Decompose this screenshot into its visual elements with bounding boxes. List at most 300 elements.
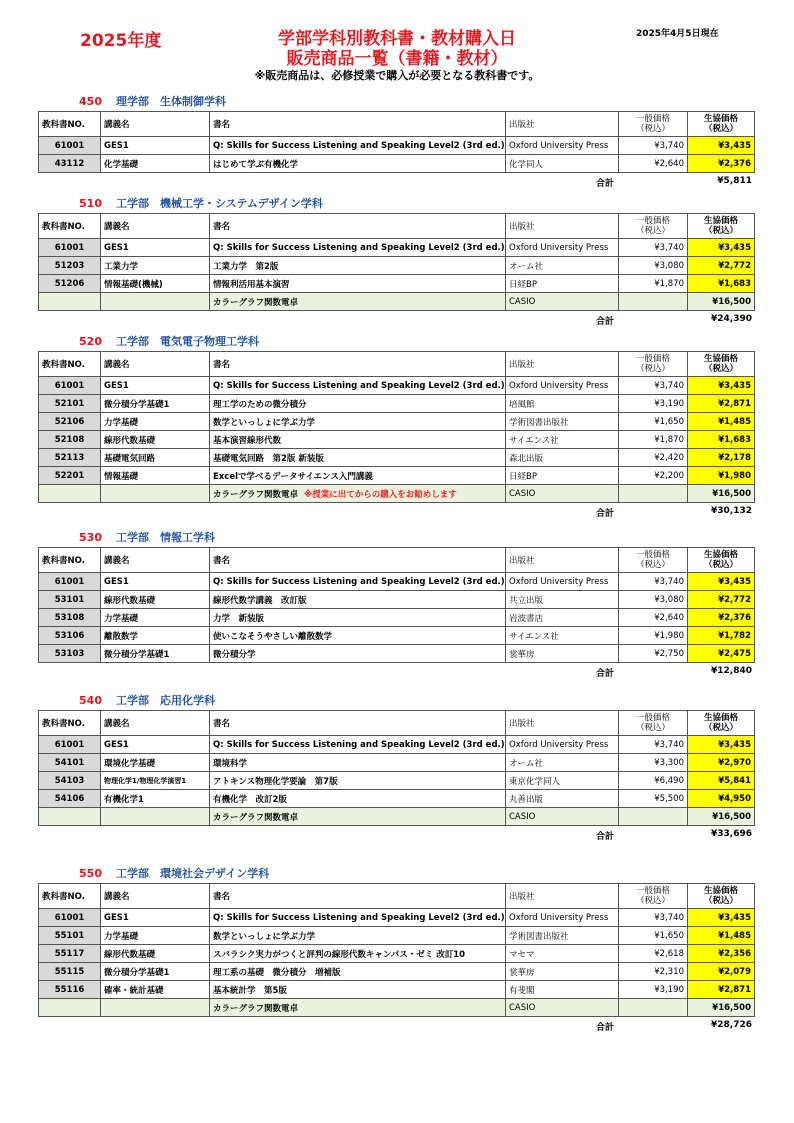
book-title-cell <box>210 155 506 173</box>
col-general-price-l2: （税込） <box>635 723 670 733</box>
col-course: 講義名 <box>101 352 210 377</box>
section-530 <box>38 529 754 679</box>
table-row <box>39 573 755 591</box>
col-code: 教科書NO. <box>39 352 101 377</box>
book-title: Q: Skills for Success Listening and Speaking Level2 (3rd ed.) <box>213 739 505 750</box>
general-price: ¥2,618 <box>619 945 688 963</box>
table-row <box>39 981 755 999</box>
col-code: 教科書NO. <box>39 112 101 137</box>
coop-price: ¥3,435 <box>688 909 755 927</box>
general-price: ¥3,190 <box>619 981 688 999</box>
general-price: ¥3,740 <box>619 909 688 927</box>
col-general-price <box>619 352 688 377</box>
textbook-number: 61001 <box>39 736 101 754</box>
table-row <box>39 945 755 963</box>
general-price <box>619 485 688 503</box>
book-title-cell <box>210 395 506 413</box>
general-price: ¥2,750 <box>619 645 688 663</box>
publisher: 共立出版 <box>506 591 619 609</box>
col-publisher: 出版社 <box>506 352 619 377</box>
book-title: Q: Skills for Success Listening and Speaking Level2 (3rd ed.) <box>213 576 505 587</box>
course-name: 情報基礎(機械) <box>101 275 210 293</box>
book-title: 工業力学 第2版 <box>213 261 279 272</box>
book-title: カラーグラフ関数電卓 <box>213 297 299 308</box>
col-course: 講義名 <box>101 548 210 573</box>
coop-price: ¥3,435 <box>688 573 755 591</box>
col-coop-price-l1: 生協価格 <box>703 114 738 124</box>
general-price: ¥3,740 <box>619 736 688 754</box>
book-title-cell <box>210 790 506 808</box>
general-price: ¥3,740 <box>619 239 688 257</box>
section-code: 510 <box>79 197 102 210</box>
col-coop-price-l1: 生協価格 <box>703 354 738 364</box>
course-name: 基礎電気回路 <box>101 449 210 467</box>
book-title: 環境科学 <box>213 758 248 769</box>
section-title <box>38 93 754 111</box>
book-title: Q: Skills for Success Listening and Speaking Level2 (3rd ed.) <box>213 380 505 391</box>
book-title-cell <box>210 808 506 826</box>
publisher: サイエンス社 <box>506 627 619 645</box>
col-publisher: 出版社 <box>506 711 619 736</box>
col-general-price-l2: （税込） <box>635 226 670 236</box>
course-name: 離散数学 <box>101 627 210 645</box>
coop-price: ¥2,376 <box>688 609 755 627</box>
section-total <box>38 173 754 189</box>
book-title-cell <box>210 449 506 467</box>
total-label: 合計 <box>596 1023 615 1033</box>
coop-price: ¥1,782 <box>688 627 755 645</box>
table-row <box>39 772 755 790</box>
course-name <box>101 808 210 826</box>
textbook-table <box>38 213 755 311</box>
general-price <box>619 999 688 1017</box>
book-title: 理工系の基礎 微分積分 増補版 <box>213 967 341 978</box>
section-name: 工学部 電気電子物理工学科 <box>116 335 259 348</box>
book-title: 理工学のための微分積分 <box>213 399 307 410</box>
table-row <box>39 609 755 627</box>
book-title: カラーグラフ関数電卓 <box>213 812 299 823</box>
coop-price: ¥16,500 <box>688 485 755 503</box>
general-price: ¥1,650 <box>619 927 688 945</box>
textbook-number <box>39 999 101 1017</box>
section-520 <box>38 333 754 519</box>
col-publisher: 出版社 <box>506 548 619 573</box>
table-row <box>39 293 755 311</box>
book-title: 情報利活用基本演習 <box>213 279 290 290</box>
coop-price: ¥1,485 <box>688 413 755 431</box>
book-title: スバラシク実力がつくと評判の線形代数キャンパス・ゼミ 改訂10 <box>213 949 466 960</box>
col-general-price-l2: （税込） <box>635 124 670 134</box>
col-code: 教科書NO. <box>39 884 101 909</box>
col-coop-price-l2: （税込） <box>703 560 738 570</box>
section-title <box>38 195 754 213</box>
publisher: 裳華房 <box>506 963 619 981</box>
book-title-cell <box>210 999 506 1017</box>
publisher: 化学同人 <box>506 155 619 173</box>
coop-price: ¥3,435 <box>688 137 755 155</box>
book-title: 有機化学 改訂2版 <box>213 794 287 805</box>
col-coop-price <box>688 214 755 239</box>
col-general-price-l2: （税込） <box>635 560 670 570</box>
table-row <box>39 790 755 808</box>
publisher: 岩波書店 <box>506 609 619 627</box>
textbook-table <box>38 710 755 826</box>
table-row <box>39 449 755 467</box>
table-row <box>39 999 755 1017</box>
total-value: ¥12,840 <box>711 666 752 676</box>
textbook-table <box>38 111 755 173</box>
publisher: Oxford University Press <box>506 137 619 155</box>
book-title-cell <box>210 377 506 395</box>
course-name: 微分積分学基礎1 <box>101 963 210 981</box>
textbook-number: 55116 <box>39 981 101 999</box>
section-code: 540 <box>79 694 102 707</box>
textbook-number: 51203 <box>39 257 101 275</box>
as-of-date: 2025年4月5日現在 <box>636 29 719 39</box>
textbook-number: 55117 <box>39 945 101 963</box>
total-value: ¥33,696 <box>711 829 752 839</box>
coop-price: ¥2,178 <box>688 449 755 467</box>
table-header-row <box>39 214 755 239</box>
general-price: ¥3,300 <box>619 754 688 772</box>
col-book: 書名 <box>210 112 506 137</box>
section-name: 工学部 情報工学科 <box>116 531 215 544</box>
course-name: 力学基礎 <box>101 609 210 627</box>
course-name: GES1 <box>101 239 210 257</box>
table-row <box>39 377 755 395</box>
col-coop-price <box>688 352 755 377</box>
course-name: 微分積分学基礎1 <box>101 645 210 663</box>
table-row <box>39 808 755 826</box>
book-title: カラーグラフ関数電卓 <box>213 489 299 500</box>
textbook-number: 43112 <box>39 155 101 173</box>
course-name: GES1 <box>101 137 210 155</box>
coop-price: ¥1,485 <box>688 927 755 945</box>
col-coop-price <box>688 711 755 736</box>
textbook-number: 53103 <box>39 645 101 663</box>
table-row <box>39 137 755 155</box>
section-name: 工学部 機械工学・システムデザイン学科 <box>116 197 323 210</box>
publisher: Oxford University Press <box>506 239 619 257</box>
section-code: 520 <box>79 335 102 348</box>
table-row <box>39 257 755 275</box>
course-name: 力学基礎 <box>101 927 210 945</box>
col-publisher: 出版社 <box>506 112 619 137</box>
course-name: 微分積分学基礎1 <box>101 395 210 413</box>
textbook-number: 52108 <box>39 431 101 449</box>
textbook-number: 54103 <box>39 772 101 790</box>
coop-price: ¥2,970 <box>688 754 755 772</box>
table-row <box>39 963 755 981</box>
total-label: 合計 <box>596 179 615 189</box>
col-book: 書名 <box>210 214 506 239</box>
col-general-price <box>619 711 688 736</box>
textbook-number: 61001 <box>39 909 101 927</box>
coop-price: ¥16,500 <box>688 808 755 826</box>
total-value: ¥24,390 <box>711 314 752 324</box>
textbook-number: 54106 <box>39 790 101 808</box>
section-title <box>38 865 754 883</box>
general-price: ¥3,740 <box>619 377 688 395</box>
coop-price: ¥3,435 <box>688 377 755 395</box>
col-general-price-l1: 一般価格 <box>635 216 670 226</box>
book-title-cell <box>210 431 506 449</box>
course-name: 工業力学 <box>101 257 210 275</box>
col-general-price <box>619 214 688 239</box>
general-price <box>619 293 688 311</box>
col-coop-price-l2: （税込） <box>703 896 738 906</box>
general-price: ¥3,080 <box>619 591 688 609</box>
textbook-table <box>38 883 755 1017</box>
section-total <box>38 826 754 842</box>
publisher: 有斐閣 <box>506 981 619 999</box>
coop-price: ¥16,500 <box>688 293 755 311</box>
course-name: 確率・統計基礎 <box>101 981 210 999</box>
textbook-number: 54101 <box>39 754 101 772</box>
table-row <box>39 591 755 609</box>
table-row <box>39 645 755 663</box>
general-price: ¥3,740 <box>619 573 688 591</box>
col-general-price <box>619 112 688 137</box>
general-price: ¥2,640 <box>619 609 688 627</box>
coop-price: ¥3,435 <box>688 736 755 754</box>
general-price: ¥2,420 <box>619 449 688 467</box>
textbook-number: 55101 <box>39 927 101 945</box>
table-row <box>39 155 755 173</box>
book-title: 基礎電気回路 第2版 新装版 <box>213 453 324 464</box>
book-title: Q: Skills for Success Listening and Speaking Level2 (3rd ed.) <box>213 140 505 151</box>
col-coop-price-l1: 生協価格 <box>703 216 738 226</box>
section-total <box>38 311 754 327</box>
book-title-cell <box>210 257 506 275</box>
purchase-warning: ※授業に出てからの購入をお勧めします <box>304 489 457 500</box>
col-code: 教科書NO. <box>39 711 101 736</box>
coop-price: ¥1,980 <box>688 467 755 485</box>
col-course: 講義名 <box>101 214 210 239</box>
course-name: 物理化学1/物理化学演習1 <box>101 772 210 790</box>
col-coop-price-l1: 生協価格 <box>703 886 738 896</box>
coop-price: ¥3,435 <box>688 239 755 257</box>
textbook-number: 52201 <box>39 467 101 485</box>
publisher: マセマ <box>506 945 619 963</box>
table-header-row <box>39 711 755 736</box>
table-header-row <box>39 112 755 137</box>
total-label: 合計 <box>596 317 615 327</box>
section-450 <box>38 93 754 189</box>
general-price: ¥5,500 <box>619 790 688 808</box>
textbook-number: 52106 <box>39 413 101 431</box>
section-total <box>38 1017 754 1033</box>
publisher: 日経BP <box>506 467 619 485</box>
col-coop-price-l2: （税込） <box>703 723 738 733</box>
publisher: Oxford University Press <box>506 573 619 591</box>
textbook-number: 53108 <box>39 609 101 627</box>
publisher: 学術図書出版社 <box>506 413 619 431</box>
textbook-table <box>38 547 755 663</box>
textbook-number: 61001 <box>39 137 101 155</box>
book-title-cell <box>210 736 506 754</box>
general-price: ¥3,080 <box>619 257 688 275</box>
section-title <box>38 529 754 547</box>
book-title-cell <box>210 981 506 999</box>
book-title-cell <box>210 467 506 485</box>
publisher: 学術図書出版社 <box>506 927 619 945</box>
coop-price: ¥2,871 <box>688 395 755 413</box>
col-course: 講義名 <box>101 112 210 137</box>
course-name: 情報基礎 <box>101 467 210 485</box>
book-title-cell <box>210 293 506 311</box>
col-coop-price-l1: 生協価格 <box>703 550 738 560</box>
course-name: 化学基礎 <box>101 155 210 173</box>
col-general-price-l1: 一般価格 <box>635 886 670 896</box>
general-price: ¥1,870 <box>619 275 688 293</box>
publisher: Oxford University Press <box>506 909 619 927</box>
book-title-cell <box>210 645 506 663</box>
section-550 <box>38 865 754 1033</box>
coop-price: ¥1,683 <box>688 431 755 449</box>
table-row <box>39 909 755 927</box>
section-code: 450 <box>79 95 102 108</box>
textbook-table <box>38 351 755 503</box>
header-note: ※販売商品は、必修授業で購入が必要となる教科書です。 <box>254 69 540 82</box>
col-coop-price-l2: （税込） <box>703 364 738 374</box>
table-header-row <box>39 548 755 573</box>
textbook-number: 55115 <box>39 963 101 981</box>
publisher: 裳華房 <box>506 645 619 663</box>
col-publisher: 出版社 <box>506 214 619 239</box>
textbook-number: 53101 <box>39 591 101 609</box>
general-price: ¥3,740 <box>619 137 688 155</box>
course-name <box>101 485 210 503</box>
book-title: 力学 新装版 <box>213 613 265 624</box>
textbook-number <box>39 485 101 503</box>
coop-price: ¥2,871 <box>688 981 755 999</box>
col-general-price-l1: 一般価格 <box>635 550 670 560</box>
table-row <box>39 627 755 645</box>
book-title: はじめて学ぶ有機化学 <box>213 159 299 170</box>
publisher: CASIO <box>506 808 619 826</box>
book-title: 基本統計学 第5版 <box>213 985 287 996</box>
textbook-number <box>39 293 101 311</box>
general-price <box>619 808 688 826</box>
table-row <box>39 275 755 293</box>
table-row <box>39 431 755 449</box>
book-title-cell <box>210 137 506 155</box>
book-title-cell <box>210 909 506 927</box>
publisher: CASIO <box>506 293 619 311</box>
total-value: ¥5,811 <box>717 176 752 186</box>
section-title <box>38 692 754 710</box>
publisher: オーム社 <box>506 754 619 772</box>
col-coop-price-l2: （税込） <box>703 226 738 236</box>
table-row <box>39 754 755 772</box>
textbook-number: 61001 <box>39 573 101 591</box>
course-name <box>101 999 210 1017</box>
publisher: Oxford University Press <box>506 736 619 754</box>
col-course: 講義名 <box>101 884 210 909</box>
textbook-number: 61001 <box>39 239 101 257</box>
table-header-row <box>39 352 755 377</box>
general-price: ¥1,980 <box>619 627 688 645</box>
col-general-price-l1: 一般価格 <box>635 354 670 364</box>
col-book: 書名 <box>210 548 506 573</box>
section-code: 550 <box>79 867 102 880</box>
publisher: オーム社 <box>506 257 619 275</box>
publisher: サイエンス社 <box>506 431 619 449</box>
total-label: 合計 <box>596 832 615 842</box>
book-title-cell <box>210 609 506 627</box>
textbook-number: 52101 <box>39 395 101 413</box>
course-name: 線形代数基礎 <box>101 945 210 963</box>
book-title-cell <box>210 927 506 945</box>
page-title-line1: 学部学科別教科書・教材購入日 <box>278 29 516 49</box>
section-510 <box>38 195 754 327</box>
course-name: GES1 <box>101 377 210 395</box>
publisher: Oxford University Press <box>506 377 619 395</box>
coop-price: ¥1,683 <box>688 275 755 293</box>
coop-price: ¥2,475 <box>688 645 755 663</box>
publisher: 日経BP <box>506 275 619 293</box>
course-name <box>101 293 210 311</box>
table-header-row <box>39 884 755 909</box>
publisher: 森北出版 <box>506 449 619 467</box>
course-name: 力学基礎 <box>101 413 210 431</box>
book-title-cell <box>210 275 506 293</box>
col-general-price-l2: （税込） <box>635 364 670 374</box>
col-publisher: 出版社 <box>506 884 619 909</box>
general-price: ¥2,200 <box>619 467 688 485</box>
course-name: 環境化学基礎 <box>101 754 210 772</box>
col-code: 教科書NO. <box>39 548 101 573</box>
publisher: 東京化学同人 <box>506 772 619 790</box>
total-value: ¥30,132 <box>711 506 752 516</box>
total-label: 合計 <box>596 509 615 519</box>
col-general-price <box>619 884 688 909</box>
textbook-number: 51206 <box>39 275 101 293</box>
book-title-cell <box>210 963 506 981</box>
general-price: ¥6,490 <box>619 772 688 790</box>
coop-price: ¥2,772 <box>688 257 755 275</box>
textbook-number: 52113 <box>39 449 101 467</box>
table-row <box>39 927 755 945</box>
publisher: 培風館 <box>506 395 619 413</box>
coop-price: ¥5,841 <box>688 772 755 790</box>
publisher: CASIO <box>506 485 619 503</box>
coop-price: ¥2,079 <box>688 963 755 981</box>
book-title: Excelで学べるデータサイエンス入門講義 <box>213 471 373 482</box>
course-name: 線形代数基礎 <box>101 591 210 609</box>
col-general-price-l2: （税込） <box>635 896 670 906</box>
col-coop-price <box>688 112 755 137</box>
book-title: 数学といっしょに学ぶ力学 <box>213 417 316 428</box>
section-name: 理学部 生体制御学科 <box>116 95 226 108</box>
course-name: 有機化学1 <box>101 790 210 808</box>
book-title: 微分積分学 <box>213 649 256 660</box>
book-title: 使いこなそうやさしい離散数学 <box>213 631 333 642</box>
book-title: アトキンス物理化学要論 第7版 <box>213 776 338 787</box>
course-name: GES1 <box>101 573 210 591</box>
coop-price: ¥4,950 <box>688 790 755 808</box>
book-title: Q: Skills for Success Listening and Speaking Level2 (3rd ed.) <box>213 242 505 253</box>
book-title: Q: Skills for Success Listening and Speaking Level2 (3rd ed.) <box>213 912 505 923</box>
section-total <box>38 663 754 679</box>
book-title-cell <box>210 239 506 257</box>
table-row <box>39 239 755 257</box>
book-title: 線形代数学講義 改訂版 <box>213 595 307 606</box>
table-row <box>39 413 755 431</box>
textbook-number: 53106 <box>39 627 101 645</box>
total-label: 合計 <box>596 669 615 679</box>
